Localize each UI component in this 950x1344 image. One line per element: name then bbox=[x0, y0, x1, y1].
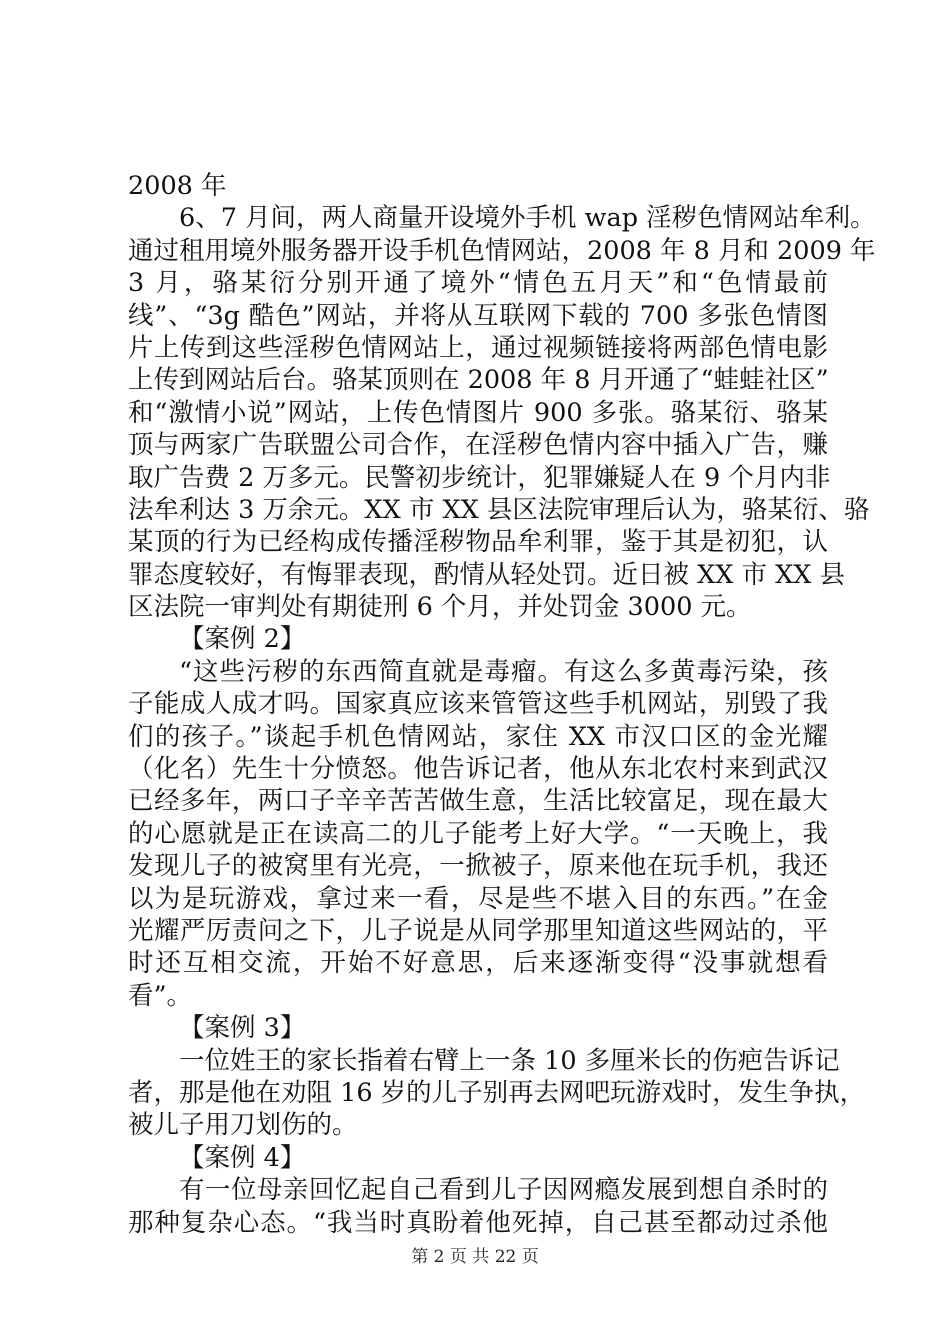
text-line: 子能成人成才吗。国家真应该来管管这些手机网站，别毁了我 bbox=[128, 689, 828, 720]
text-line: 【案例 2】 bbox=[179, 624, 306, 655]
text-line: 被儿子用刀划伤的。 bbox=[128, 1110, 358, 1141]
text-line: 和“激情小说”网站，上传色情图片 900 多张。骆某衍、骆某 bbox=[128, 397, 828, 428]
text-line: 区法院一审判处有期徒刑 6 个月，并处罚金 3000 元。 bbox=[128, 592, 752, 623]
document-body bbox=[128, 170, 876, 1239]
text-line: 时还互相交流，开始不好意思，后来逐渐变得“没事就想看 bbox=[128, 948, 828, 979]
text-line: 某顶的行为已经构成传播淫秽物品牟利罪，鉴于其是初犯，认 bbox=[128, 527, 828, 558]
text-line: 2008 年 bbox=[128, 171, 227, 201]
text-line: （化名）先生十分愤怒。他告诉记者，他从东北农村来到武汉 bbox=[128, 754, 828, 785]
page-footer: 第 2 页 共 22 页 bbox=[411, 1247, 539, 1267]
text-line: 已经多年，两口子辛辛苦苦做生意，生活比较富足，现在最大 bbox=[128, 786, 828, 817]
text-line: 上传到网站后台。骆某顶则在 2008 年 8 月开通了“蛙蛙社区” bbox=[128, 365, 829, 396]
text-line: 罪态度较好，有悔罪表现，酌情从轻处罚。近日被 XX 市 XX 县 bbox=[128, 559, 846, 590]
text-line: 的心愿就是正在读高二的儿子能考上好大学。“一天晚上，我 bbox=[128, 818, 828, 849]
text-line: 线”、“3g 酷色”网站，并将从互联网下载的 700 多张色情图 bbox=[128, 300, 828, 331]
text-line: 有一位母亲回忆起自己看到儿子因网瘾发展到想自杀时的 bbox=[179, 1175, 828, 1206]
text-line: 【案例 3】 bbox=[179, 1013, 306, 1044]
text-line: 光耀严厉责问之下，儿子说是从同学那里知道这些网站的，平 bbox=[128, 915, 828, 946]
text-line: 6、7 月间，两人商量开设境外手机 wap 淫秽色情网站牟利。 bbox=[179, 203, 876, 234]
text-line: 那种复杂心态。“我当时真盼着他死掉，自己甚至都动过杀他 bbox=[128, 1207, 828, 1238]
text-line: 3 月，骆某衍分别开通了境外“情色五月天”和“色情最前 bbox=[128, 268, 828, 299]
text-line: 一位姓王的家长指着右臂上一条 10 多厘米长的伤疤告诉记 bbox=[179, 1045, 840, 1076]
text-line: 者，那是他在劝阻 16 岁的儿子别再去网吧玩游戏时，发生争执， bbox=[128, 1077, 866, 1108]
text-line: 通过租用境外服务器开设手机色情网站，2008 年 8 月和 2009 年 bbox=[128, 235, 876, 266]
text-line: 片上传到这些淫秽色情网站上，通过视频链接将两部色情电影 bbox=[128, 332, 828, 363]
text-line: 取广告费 2 万多元。民警初步统计，犯罪嫌疑人在 9 个月内非 bbox=[128, 462, 831, 493]
text-line: 看”。 bbox=[128, 980, 193, 1011]
text-line: “这些污秽的东西简直就是毒瘤。有这么多黄毒污染，孩 bbox=[179, 656, 828, 687]
text-line: 法牟利达 3 万余元。XX 市 XX 县区法院审理后认为，骆某衍、骆 bbox=[128, 494, 870, 525]
text-line: 以为是玩游戏，拿过来一看，尽是些不堪入目的东西。”在金 bbox=[128, 883, 828, 914]
text-line: 顶与两家广告联盟公司合作，在淫秽色情内容中插入广告，赚 bbox=[128, 430, 828, 461]
text-line: 发现儿子的被窝里有光亮，一掀被子，原来他在玩手机，我还 bbox=[128, 851, 828, 882]
text-line: 【案例 4】 bbox=[179, 1142, 306, 1173]
text-line: 们的孩子。”谈起手机色情网站，家住 XX 市汉口区的金光耀 bbox=[128, 721, 828, 752]
